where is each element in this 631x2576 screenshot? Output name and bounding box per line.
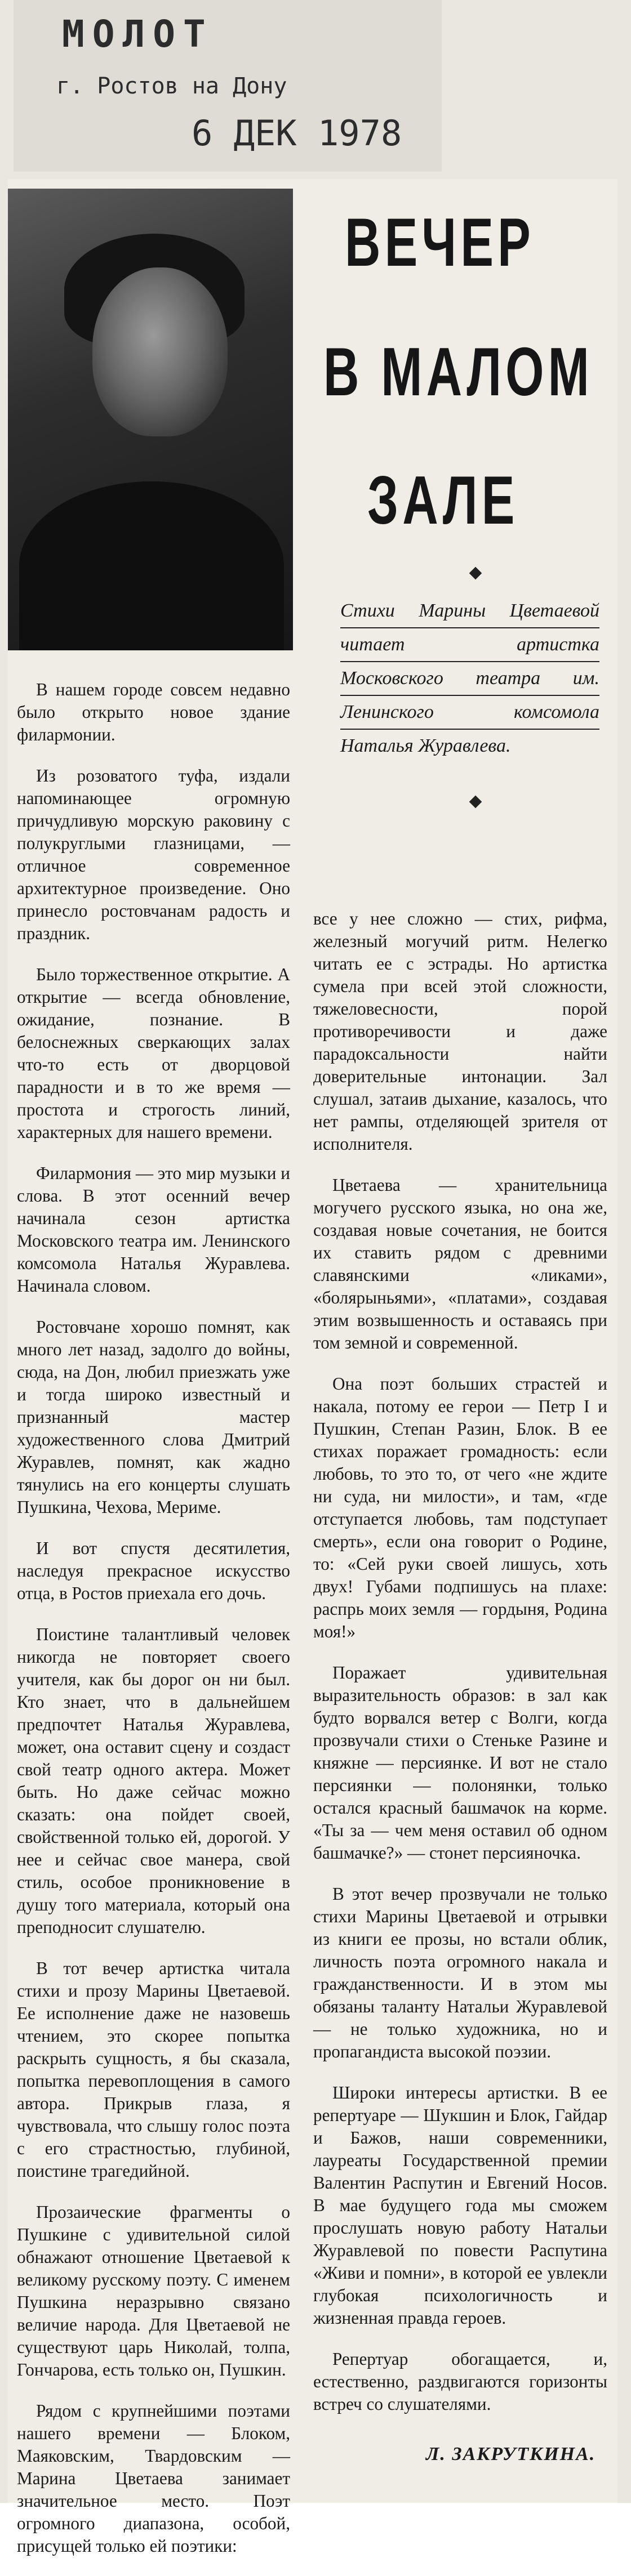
paragraph: Ростовчане хорошо помнят, как много лет назад, задолго до войны, сюда, на Дон, любил приезжать уже и тогда широко известный и признанный мастер художественного слова Дмитрий Журавлев, помнят, как жадно тянулись на его концерты слушать Пушкина, Чехова, Мериме. <box>17 1317 290 1517</box>
newspaper-name: МОЛОТ <box>62 12 214 56</box>
paragraph: все у нее сложно — стих, рифма, железный могучий ритм. Нелегко читать ее с эстрады. Но артистка сумела при всей этой сложности, тяжеловесности, порой противоречивости и даже парадоксальности найти доверительные интонации. Зал слушал, затаив дыхание, казалось, что нет рампы, отделяющей зрителя от исполнителя. <box>313 909 607 1154</box>
actress-photo <box>8 189 293 650</box>
paragraph: В тот вечер артистка читала стихи и прозу Марины Цветаевой. Ее исполнение даже не назовешь чтением, это скорее попытка раскрыть сущность, я бы сказала, попытка перевоплощения в самого автора. Прикрыв глаза, я чувствовала, что слышу голос поэта с его страстностью, глубиной, поистине трагедийной. <box>17 1958 290 2181</box>
paragraph: Репертуар обогащается, и, естественно, раздвигаются горизонты встреч со слушателями. <box>313 2349 607 2414</box>
paragraph: Филармония — это мир музыки и слова. В этот осенний вечер начинала сезон артистка Московского театра им. Ленинского комсомола Наталья Журавлева. Начинала словом. <box>17 1163 290 1296</box>
photo-face <box>92 267 228 436</box>
author-signature: Л. ЗАКРУТКИНА. <box>426 2444 596 2465</box>
paragraph: Поистине талантливый человек никогда не повторяет своего учителя, как бы дорог он ни был. Кто знает, что в дальнейшем предпочтет Наталья Журавлева, может, она оставит сцену и создаст свой театр одного актера. Может быть. Но даже сейчас можно сказать: она пойдет своей, свойственной только ей, дорогой. У нее и сейчас свое манера, свой стиль, особое проникновение в душу того материала, который она преподносит слушателю. <box>17 1624 290 1937</box>
paragraph: Из розоватого туфа, издали напоминающее огромную причудливую морскую раковину с полукруглыми глазницами, — отличное современное архитектурное произведение. Оно принесло ростовчанам радость и праздник. <box>17 766 290 943</box>
paragraph: И вот спустя десятилетия, наследуя прекрасное искусство отца, в Ростов приехала его дочь. <box>17 1538 290 1603</box>
headline-line-2: В МАЛОМ <box>323 333 594 410</box>
article-lead: Стихи Марины Цветаевой читает артистка Московского театра им. Ленинского комсомола Наталья Журавлева. <box>340 600 599 756</box>
headline-line-3: ЗАЛЕ <box>367 462 519 538</box>
text-column-1 <box>17 678 290 2576</box>
paragraph: Было торжественное открытие. А открытие — всегда обновление, ожидание, познание. В белоснежных сверкающих залах что-то есть от дворцовой парадности и в то же время — простота и строгость линий, характерных для нашего времени. <box>17 965 290 1142</box>
paragraph: Широки интересы артистки. В ее репертуаре — Шукшин и Блок, Гайдар и Бажов, наши современники, лауреаты Государственной премии Валентин Распутин и Евгений Носов. В мае будущего года мы сможем прослушать новую работу Натальи Журавлевой по повести Распутина «Живи и помни», в которой ее увлекли глубокая психологичность и жизненная правда героев. <box>313 2083 607 2328</box>
paragraph: В этот вечер прозвучали не только стихи Марины Цветаевой и отрывки из книги ее прозы, но встали облик, личность поэта огромного накала и гражданственности. И в этом мы обязаны таланту Натальи Журавлевой — не только художника, но и пропагандиста высокой поэзии. <box>313 1884 607 2061</box>
paragraph: Цветаева — хранительница могучего русского языка, но она же, создавая новые сочетания, не боится их ставить рядом с древними славянскими «ликами», «болярыньями», «платами», создавая этим возвышенность и оставаясь при том земной и современной. <box>313 1175 607 1352</box>
paragraph: Поражает удивительная выразительность образов: в зал как будто ворвался ветер с Волги, когда прозвучали стихи о Стеньке Разине и княжне — персиянке. И вот не стало персиянки — полонянки, только остался красный башмачок на корме. «Ты за — чем меня оставил об одном башмачке?» — стонет персияночка. <box>313 1663 607 1863</box>
paragraph: Рядом с крупнейшими поэтами нашего времени — Блоком, Маяковским, Твардовским — Марина Цветаева занимает значительное место. Поэт огромного диапазона, особой, присущей только ей поэтики: <box>17 2401 290 2556</box>
paragraph: Прозаические фрагменты о Пушкине с удивительной силой обнажают отношение Цветаевой к великому русскому поэту. С именем Пушкина неразрывно связано величие народа. Для Цветаевой не существуют царь Николай, толпа, Гончарова, есть только он, Пушкин. <box>17 2202 290 2379</box>
headline-line-1: ВЕЧЕР <box>345 204 535 280</box>
paragraph: В нашем городе совсем недавно было открыто новое здание филармонии. <box>17 680 290 744</box>
newspaper-city: г. Ростов на Дону <box>56 73 287 99</box>
date-stamp: 6 ДЕК 1978 <box>192 113 402 154</box>
text-column-2 <box>313 908 607 2434</box>
photo-shoulders <box>19 481 284 650</box>
paragraph: Она поэт больших страстей и накала, потому ее герои — Петр I и Пушкин, Степан Разин, Блок. В ее стихах поражает громадность: если любовь, то это то, от чего «не ждите ни суда, ни милости», и там, «где отступается любовь, там подступает смерть», если она говорит о Родине, то: «Сей руки своей лишусь, хоть двух! Губами подпишусь на плахе: распрь моих земля — гордыня, Родина моя!» <box>313 1374 607 1641</box>
